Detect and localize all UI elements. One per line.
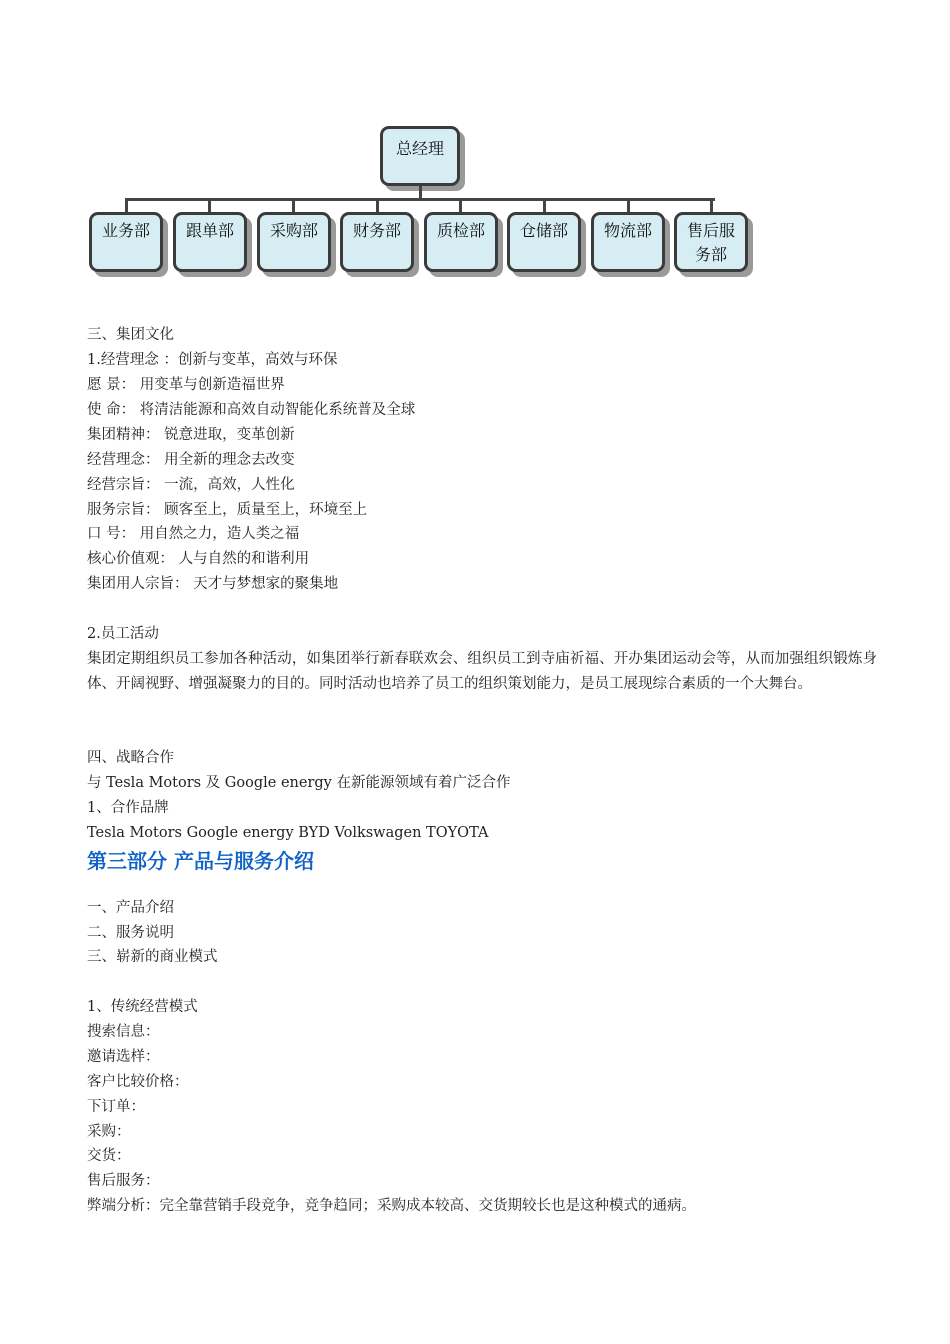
org-box-department: 财务部 (340, 212, 414, 272)
section-heading: 二、服务说明 (87, 925, 174, 941)
org-box-general-manager: 总经理 (380, 126, 460, 186)
text-line: 售后服务： (87, 1173, 160, 1189)
text-line: 服务宗旨： 顾客至上，质量至上，环境至上 (87, 502, 368, 518)
subsection-title: 1、合作品牌 (87, 800, 169, 816)
org-box-department: 跟单部 (173, 212, 247, 272)
subsection-title: 2.员工活动 (87, 626, 159, 642)
text-line: 经营宗旨： 一流，高效，人性化 (87, 477, 295, 493)
text-line: 愿 景： 用变革与创新造福世界 (87, 377, 285, 393)
activity-paragraph: 集团定期组织员工参加各种活动，如集团举行新春联欢会、组织员工到寺庙祈福、开办集团运动会等，从而加强组织锻炼身体、开阔视野、增强凝聚力的目的。同时活动也培养了员工的组织策划能力，是员工展现综合素质的一个大舞台。 (87, 651, 877, 692)
section-heading: 一、产品介绍 (87, 900, 174, 916)
section-heading: 三、崭新的商业模式 (87, 949, 218, 965)
text-line: 核心价值观： 人与自然的和谐利用 (87, 551, 310, 567)
text-line: 下订单： (87, 1099, 145, 1115)
text-line: 与 Tesla Motors 及 Google energy 在新能源领域有着广泛合作 (87, 775, 511, 791)
text-line: 采购： (87, 1124, 131, 1140)
text-line: 客户比较价格： (87, 1074, 189, 1090)
org-box-department: 物流部 (591, 212, 665, 272)
text-line: 邀请选样： (87, 1049, 160, 1065)
text-line: 1.经营理念 ：创新与变革，高效与环保 (87, 352, 338, 368)
brand-list: Tesla Motors Google energy BYD Volkswagen TOYOTA (87, 825, 489, 841)
org-box-department: 仓储部 (507, 212, 581, 272)
section-heading: 四、战略合作 (87, 750, 174, 766)
text-line: 交货： (87, 1148, 131, 1164)
org-box-department: 售后服务部 (674, 212, 748, 272)
org-box-department: 业务部 (89, 212, 163, 272)
org-chart (0, 0, 950, 300)
part-heading: 第三部分 产品与服务介绍 (87, 849, 314, 873)
text-line: 口 号： 用自然之力，造人类之福 (87, 526, 300, 542)
section-heading: 三、集团文化 (87, 327, 174, 343)
text-line: 搜索信息： (87, 1024, 160, 1040)
text-line: 经营理念： 用全新的理念去改变 (87, 452, 295, 468)
org-box-department: 采购部 (257, 212, 331, 272)
subsection-title: 1、传统经营模式 (87, 999, 198, 1015)
org-box-department: 质检部 (424, 212, 498, 272)
text-line: 集团精神： 锐意进取，变革创新 (87, 427, 295, 443)
text-line: 集团用人宗旨： 天才与梦想家的聚集地 (87, 576, 339, 592)
text-line: 弊端分析：完全靠营销手段竞争，竞争趋同；采购成本较高、交货期较长也是这种模式的通病。 (87, 1198, 696, 1214)
text-line: 使 命： 将清洁能源和高效自动智能化系统普及全球 (87, 402, 416, 418)
